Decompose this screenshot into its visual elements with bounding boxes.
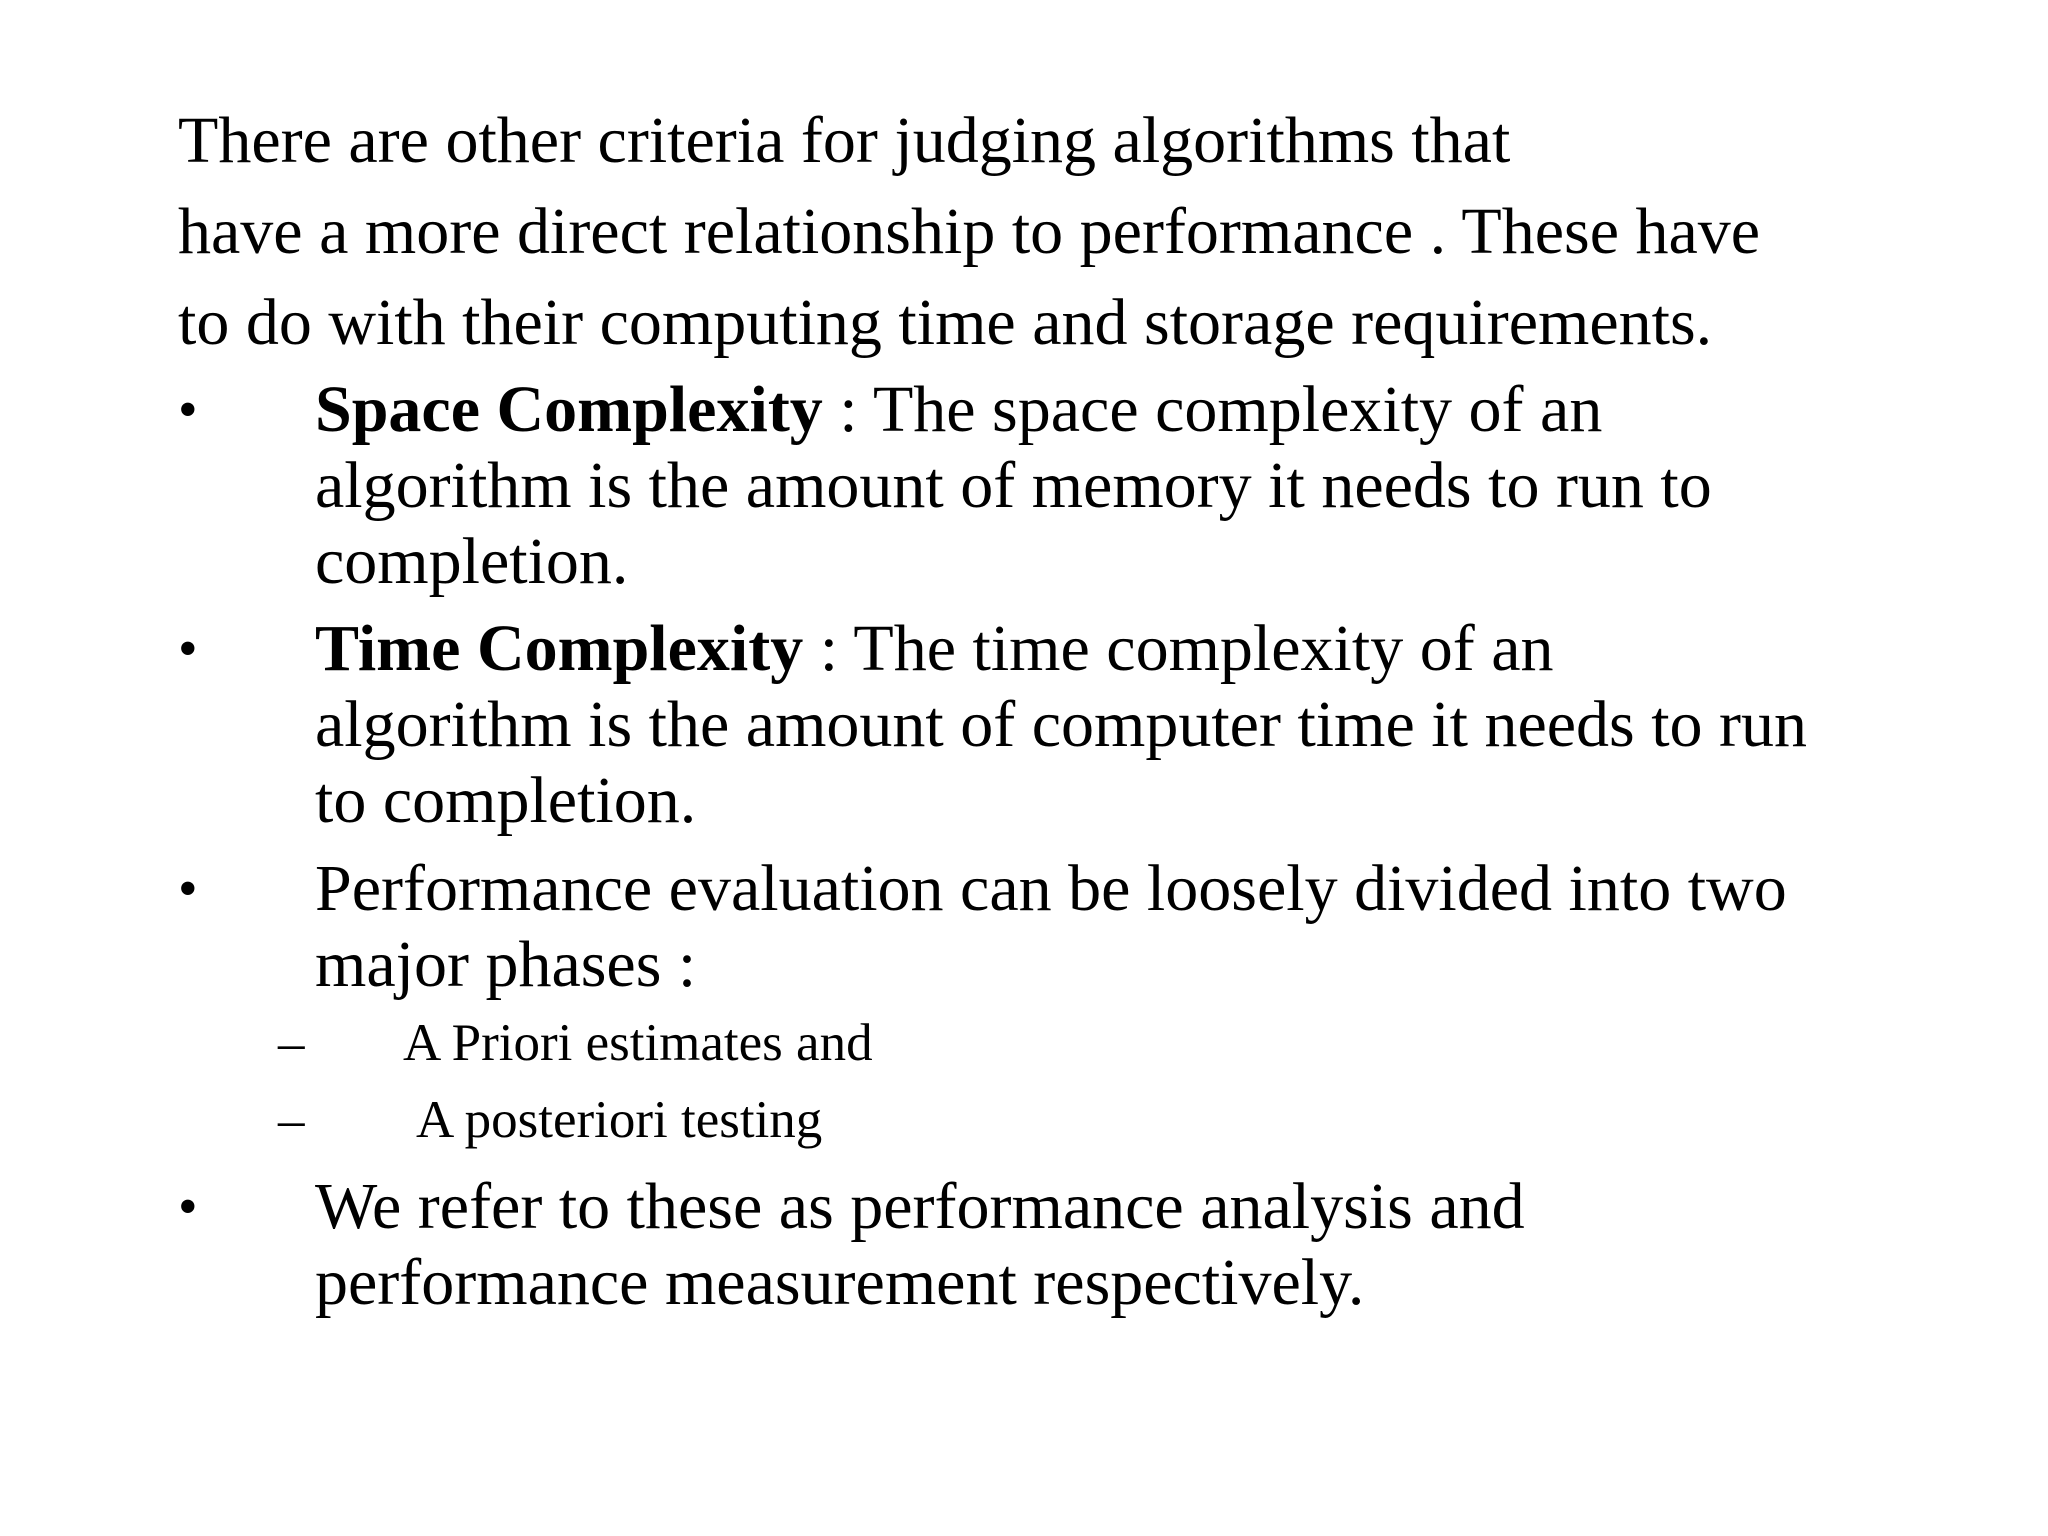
- bullet-line: to completion.: [315, 764, 697, 837]
- bullet-line: We refer to these as performance analysis and: [315, 1170, 1525, 1243]
- bullet-line: completion.: [315, 525, 629, 598]
- subitem-marker: –: [278, 1091, 305, 1149]
- bullet-marker: •: [178, 1176, 198, 1238]
- intro-line-1: There are other criteria for judging algorithms that: [178, 104, 1511, 177]
- bullet-line: [315, 372, 1955, 448]
- bullet-line: [315, 611, 1955, 687]
- term-space-complexity: Space Complexity: [315, 373, 823, 446]
- bullet-marker: •: [178, 618, 198, 680]
- intro-line-3: to do with their computing time and storage requirements.: [178, 286, 1713, 359]
- bullet-body: [315, 372, 1955, 600]
- bullet-line: Performance evaluation can be loosely divided into two: [315, 852, 1787, 925]
- intro-paragraph: [178, 95, 1938, 368]
- term-time-complexity: Time Complexity: [315, 612, 804, 685]
- bullet-marker: •: [178, 379, 198, 441]
- subitem-text: A posteriori testing: [416, 1091, 823, 1149]
- bullet-marker: •: [178, 858, 198, 920]
- subitem-marker: –: [278, 1014, 305, 1072]
- bullet-line: algorithm is the amount of memory it needs to run to: [315, 449, 1712, 522]
- bullet-body: [315, 611, 1955, 839]
- bullet-line: major phases :: [315, 928, 697, 1001]
- bullet-body: [315, 1169, 1955, 1321]
- bullet-line: performance measurement respectively.: [315, 1246, 1365, 1319]
- bullet-text: : The time complexity of an: [803, 612, 1554, 685]
- intro-line-2: have a more direct relationship to performance . These have: [178, 195, 1761, 268]
- subitem-text: A Priori estimates and: [403, 1014, 873, 1072]
- bullet-line: algorithm is the amount of computer time it needs to run: [315, 688, 1808, 761]
- bullet-body: [315, 851, 1955, 1003]
- bullet-text: : The space complexity of an: [822, 373, 1603, 446]
